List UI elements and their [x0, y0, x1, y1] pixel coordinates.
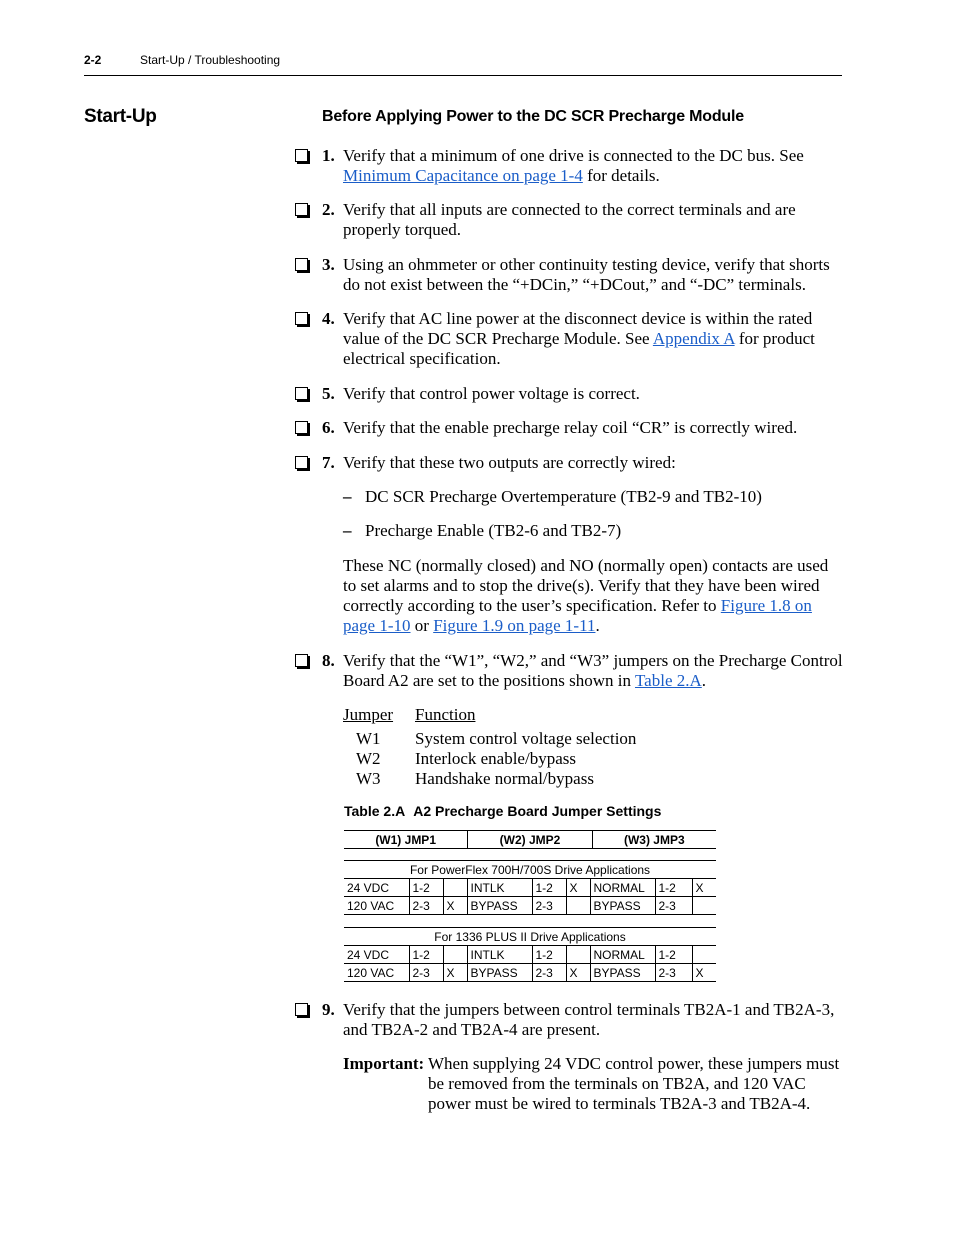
step-number: 3.: [322, 255, 335, 274]
table-caption-number: Table 2.A: [344, 803, 406, 819]
list-item-text: DC SCR Precharge Overtemperature (TB2-9 and TB2-10): [365, 487, 762, 506]
step-text: Verify that these two outputs are correctly wired:: [343, 453, 676, 472]
table-cell: 2-3: [409, 897, 443, 915]
group-title-row: [344, 928, 716, 946]
list-item-text: Precharge Enable (TB2-6 and TB2-7): [365, 521, 622, 540]
table-cell: 1-2: [409, 879, 443, 897]
function-column-header: Function: [415, 705, 476, 724]
table-cell: 2-3: [655, 897, 692, 915]
table-cell: [566, 897, 590, 915]
important-label: Important:: [343, 1054, 425, 1073]
step-number: 9.: [322, 1000, 335, 1019]
table-cell: [692, 897, 716, 915]
step-number: 2.: [322, 200, 335, 219]
column-header: (W3) JMP3: [592, 831, 716, 849]
checkbox-icon[interactable]: [295, 1003, 308, 1016]
table-cell: X: [692, 879, 716, 897]
link-figure-1-8[interactable]: Figure 1.8 on page 1-10: [343, 596, 812, 635]
checklist-step: [295, 309, 845, 369]
checkbox-icon[interactable]: [295, 456, 308, 469]
table-cell: 2-3: [655, 964, 692, 982]
table-cell: X: [566, 964, 590, 982]
checkbox-icon[interactable]: [295, 203, 308, 216]
table-cell: 120 VAC: [344, 897, 409, 915]
step-number: 7.: [322, 453, 335, 472]
link-minimum-capacitance[interactable]: Minimum Capacitance on page 1-4: [343, 166, 583, 185]
table-row: [344, 879, 716, 897]
table-cell: 24 VDC: [344, 946, 409, 964]
step-number: 5.: [322, 384, 335, 403]
checkbox-icon[interactable]: [295, 654, 308, 667]
note-text: or: [410, 616, 434, 635]
table-cell: [692, 946, 716, 964]
jumper-id: W3: [356, 769, 381, 788]
section-heading: Before Applying Power to the DC SCR Precharge Module: [322, 108, 744, 125]
step-text: Verify that a minimum of one drive is connected to the DC bus. See: [343, 146, 804, 165]
link-appendix-a[interactable]: Appendix A: [652, 329, 735, 348]
dash-bullet: –: [343, 487, 352, 506]
jumper-column-header: Jumper: [343, 705, 394, 724]
table-cell: 1-2: [655, 879, 692, 897]
table-caption-title: A2 Precharge Board Jumper Settings: [413, 803, 662, 819]
step-number: 4.: [322, 309, 335, 328]
step-text: .: [701, 671, 707, 690]
list-item: [343, 487, 762, 507]
jumper-function: Handshake normal/bypass: [415, 769, 594, 788]
checklist-step: [295, 200, 845, 240]
table-cell: X: [443, 897, 467, 915]
link-figure-1-9[interactable]: Figure 1.9 on page 1-11: [433, 616, 596, 635]
table-cell: X: [692, 964, 716, 982]
link-table-2a[interactable]: Table 2.A: [634, 671, 702, 690]
table-cell: NORMAL: [590, 946, 655, 964]
step-text: for product electrical specification.: [343, 329, 815, 368]
note-text: .: [595, 616, 600, 635]
table-cell: INTLK: [467, 879, 532, 897]
checkbox-icon[interactable]: [295, 258, 308, 271]
table-cell: 1-2: [409, 946, 443, 964]
table-cell: BYPASS: [590, 964, 655, 982]
checklist-step: [295, 418, 845, 438]
table-group-powerflex: [344, 860, 716, 915]
header-rule: [84, 75, 842, 76]
table-header-row: [344, 831, 716, 849]
table-cell: 1-2: [532, 879, 566, 897]
table-cell: 1-2: [532, 946, 566, 964]
note-text: These NC (normally closed) and NO (normally open) contacts are used to set alarms and to stop the drive(s). Verify that they have been wired correctly according to the user’s specification. Refer to: [343, 556, 829, 615]
table-cell: X: [566, 879, 590, 897]
table-cell: 2-3: [409, 964, 443, 982]
column-header: (W1) JMP1: [344, 831, 468, 849]
checkbox-icon[interactable]: [295, 149, 308, 162]
page-number: 2-2: [84, 53, 102, 67]
step7-note: [343, 556, 843, 636]
table-row: [344, 946, 716, 964]
checkbox-icon[interactable]: [295, 312, 308, 325]
step-number: 1.: [322, 146, 335, 165]
checkbox-icon[interactable]: [295, 421, 308, 434]
table-header: [344, 830, 716, 849]
step-text: Verify that the jumpers between control terminals TB2A-1 and TB2A-3, and TB2A-2 and TB2A-4 are present.: [343, 1000, 835, 1039]
checklist-step: [295, 453, 845, 473]
step-text: for details.: [582, 166, 660, 185]
group-title: For 1336 PLUS II Drive Applications: [344, 928, 716, 946]
step-text: Verify that control power voltage is correct.: [343, 384, 640, 403]
step-number: 6.: [322, 418, 335, 437]
checklist-step: [295, 255, 845, 295]
jumper-function: System control voltage selection: [415, 729, 637, 748]
column-header: (W2) JMP2: [468, 831, 592, 849]
table-cell: BYPASS: [590, 897, 655, 915]
table-cell: 24 VDC: [344, 879, 409, 897]
table-cell: 2-3: [532, 964, 566, 982]
table-cell: [443, 946, 467, 964]
group-title: For PowerFlex 700H/700S Drive Applications: [344, 861, 716, 879]
checklist-step: [295, 1000, 845, 1040]
step-text: Verify that AC line power at the disconnect device is within the rated value of the DC SCR Precharge Module. See: [343, 309, 813, 348]
jumper-id: W2: [356, 749, 381, 768]
table-cell: 120 VAC: [344, 964, 409, 982]
step-text: Using an ohmmeter or other continuity testing device, verify that shorts do not exist between the “+DCin,” “+DCout,” and “-DC” terminals.: [343, 255, 830, 294]
jumper-id: W1: [356, 729, 381, 748]
checkbox-icon[interactable]: [295, 387, 308, 400]
table-cell: INTLK: [467, 946, 532, 964]
step-text: Verify that all inputs are connected to the correct terminals and are properly torqued.: [343, 200, 796, 239]
checklist-step: [295, 146, 845, 186]
table-row: [344, 964, 716, 982]
checklist-step: [295, 384, 845, 404]
group-title-row: [344, 861, 716, 879]
jumper-function: Interlock enable/bypass: [415, 749, 576, 768]
table-cell: NORMAL: [590, 879, 655, 897]
table-cell: [443, 879, 467, 897]
step-text: Verify that the enable precharge relay coil “CR” is correctly wired.: [343, 418, 798, 437]
table-cell: X: [443, 964, 467, 982]
step-text: Verify that the “W1”, “W2,” and “W3” jumpers on the Precharge Control Board A2 are set to the positions shown in: [343, 651, 843, 690]
chapter-title: Start-Up / Troubleshooting: [140, 53, 281, 67]
list-item: [343, 521, 621, 541]
checklist-step: [295, 651, 845, 691]
table-group-1336-plus: [344, 927, 716, 982]
table-cell: 2-3: [532, 897, 566, 915]
table-cell: BYPASS: [467, 964, 532, 982]
table-cell: [566, 946, 590, 964]
table-cell: BYPASS: [467, 897, 532, 915]
step-number: 8.: [322, 651, 335, 670]
table-cell: 1-2: [655, 946, 692, 964]
important-text: When supplying 24 VDC control power, these jumpers must be removed from the terminals on TB2A, and 120 VAC power must be wired to terminals TB2A-3 and TB2A-4.: [428, 1054, 840, 1113]
table-caption: [344, 803, 661, 819]
dash-bullet: –: [343, 521, 352, 540]
side-heading: Start-Up: [84, 106, 157, 127]
table-row: [344, 897, 716, 915]
